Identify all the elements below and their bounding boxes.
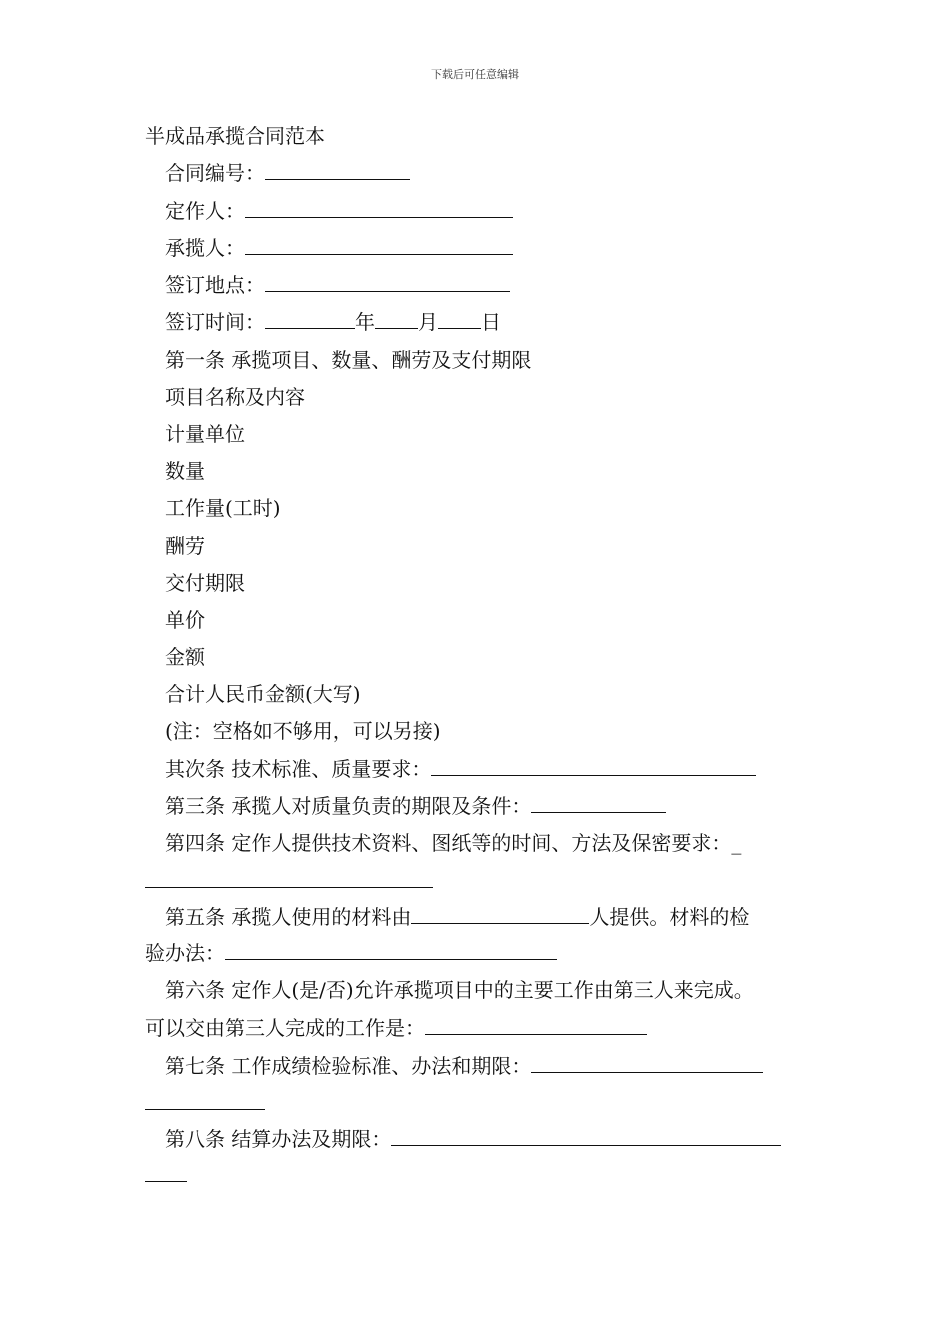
contractor-row xyxy=(165,235,513,261)
item-note: (注：空格如不够用，可以另接) xyxy=(165,719,441,743)
article-6-blank xyxy=(425,1016,647,1035)
item-unit: 计量单位 xyxy=(165,422,245,446)
item-unit-price: 单价 xyxy=(165,608,205,632)
item-quantity: 数量 xyxy=(165,459,205,483)
item-total-rmb: 合计人民币金额(大写) xyxy=(165,682,361,706)
article-6-row-2 xyxy=(145,1015,647,1041)
date-row xyxy=(165,309,501,335)
article-8-blank xyxy=(391,1127,781,1146)
contractor-label: 承揽人： xyxy=(165,236,245,260)
article-6-text-2: 可以交由第三人完成的工作是： xyxy=(145,1016,425,1040)
item-amount: 金额 xyxy=(165,645,205,669)
article-5-text-3: 验办法： xyxy=(145,941,225,965)
article-4-blank xyxy=(145,869,433,888)
article-3-text: 第三条 承揽人对质量负责的期限及条件： xyxy=(165,794,532,818)
article-8-text: 第八条 结算办法及期限： xyxy=(165,1127,392,1151)
item-workload: 工作量(工时) xyxy=(165,496,281,520)
article-3-blank xyxy=(531,794,666,813)
article-4-text: 第四条 定作人提供技术资料、图纸等的时间、方法及保密要求：_ xyxy=(165,831,742,855)
contract-number-blank xyxy=(265,161,410,180)
article-7-blank xyxy=(531,1054,763,1073)
article-2-text: 其次条 技术标准、质量要求： xyxy=(165,757,432,781)
month-label: 月 xyxy=(418,310,438,334)
article-5-row-2 xyxy=(145,940,557,966)
date-label: 签订时间： xyxy=(165,310,265,334)
ordering-party-row xyxy=(165,198,513,224)
item-delivery-period: 交付期限 xyxy=(165,571,245,595)
article-5-row xyxy=(165,904,749,930)
document-title: 半成品承揽合同范本 xyxy=(145,124,325,148)
article-7-blank-line xyxy=(145,1090,265,1116)
article-5-text-2: 人提供。材料的检 xyxy=(589,905,750,929)
contractor-blank xyxy=(245,236,513,255)
ordering-party-blank xyxy=(245,199,513,218)
article-5-method-blank xyxy=(225,941,557,960)
page-header: 下载后可任意编辑 xyxy=(431,68,519,81)
year-label: 年 xyxy=(355,310,375,334)
article-8-blank-line xyxy=(145,1162,187,1188)
article-4-blank-line xyxy=(145,868,433,894)
article-6-text-1: 第六条 定作人(是/否)允许承揽项目中的主要工作由第三人来完成。 xyxy=(165,978,754,1002)
ordering-party-label: 定作人： xyxy=(165,199,245,223)
article-5-material-blank xyxy=(411,905,589,924)
article-7-blank-continued xyxy=(145,1091,265,1110)
article-3-row xyxy=(165,793,666,819)
place-row xyxy=(165,272,510,298)
place-blank xyxy=(265,273,510,292)
place-label: 签订地点： xyxy=(165,273,265,297)
contract-number-row xyxy=(165,160,410,186)
article-8-row xyxy=(165,1126,781,1152)
item-remuneration: 酬劳 xyxy=(165,534,205,558)
day-blank xyxy=(438,310,481,329)
article-7-row xyxy=(165,1053,763,1079)
article-5-text-1: 第五条 承揽人使用的材料由 xyxy=(165,905,412,929)
article-7-text: 第七条 工作成绩检验标准、办法和期限： xyxy=(165,1054,532,1078)
article-1-title: 第一条 承揽项目、数量、酬劳及支付期限 xyxy=(165,348,532,372)
item-project-name: 项目名称及内容 xyxy=(165,385,305,409)
day-label: 日 xyxy=(481,310,501,334)
contract-number-label: 合同编号： xyxy=(165,161,265,185)
article-8-blank-continued xyxy=(145,1163,187,1182)
article-2-row xyxy=(165,756,756,782)
month-blank xyxy=(375,310,418,329)
article-2-blank xyxy=(431,757,756,776)
year-blank xyxy=(265,310,355,329)
